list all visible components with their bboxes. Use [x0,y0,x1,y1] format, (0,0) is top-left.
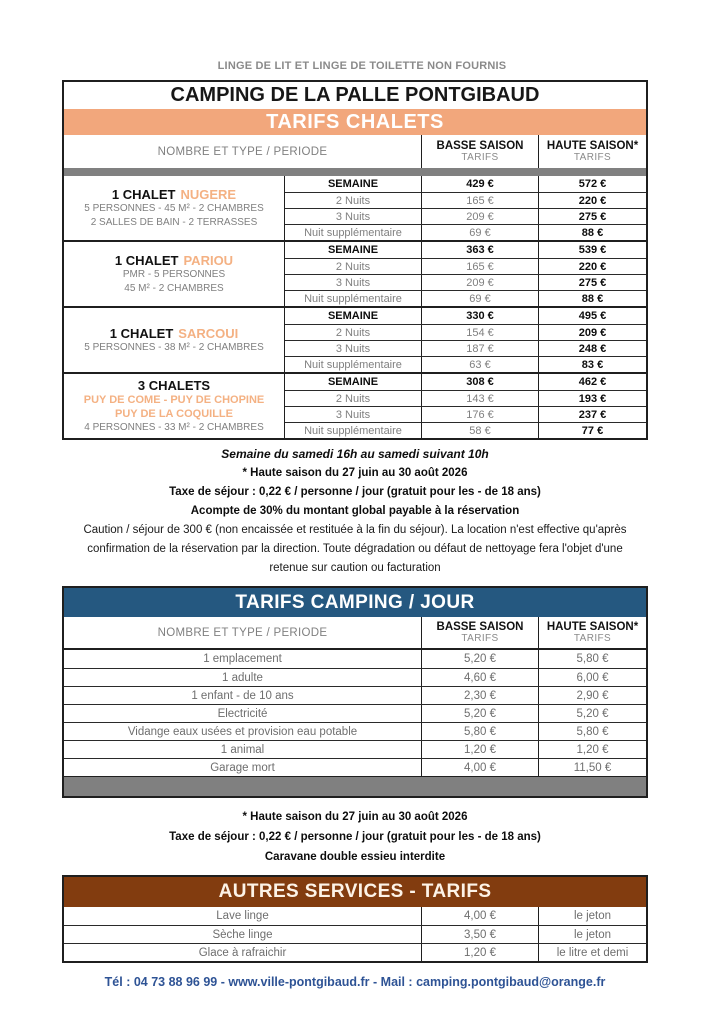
period-cell: Nuit supplémentaire [304,292,402,305]
chalet-price-rows [285,308,646,372]
camping-row [64,758,646,776]
high-season-note: * Haute saison du 27 juin au 30 août 2026 [242,467,468,479]
high-season-label: HAUTE SAISON* [546,621,639,633]
high-season-price: 2,90 € [538,687,646,704]
chalet-price-rows [285,242,646,306]
price-row [285,242,646,258]
high-season-price: 5,20 € [538,705,646,722]
high-season-note: * Haute saison du 27 juin au 30 août 2026 [242,811,468,823]
chalet-detail: 5 PERSONNES - 45 M² - 2 CHAMBRES [84,202,264,214]
period-cell: 3 Nuits [335,210,371,223]
price-row [285,356,646,372]
period-cell: Nuit supplémentaire [304,358,402,371]
high-season-price: 5,80 € [538,650,646,668]
low-season-price: 165 € [421,259,538,274]
low-season-sublabel: TARIFS [461,633,499,644]
camping-banner: TARIFS CAMPING / JOUR [64,588,646,617]
low-season-price: 2,30 € [421,687,538,704]
chalet-name [138,378,210,393]
price-row [285,308,646,324]
low-season-price: 143 € [421,391,538,406]
period-cell: Nuit supplémentaire [304,424,402,437]
high-season-price: 495 € [538,308,646,324]
high-season-price: 6,00 € [538,669,646,686]
chalet-detail: 5 PERSONNES - 38 M² - 2 CHAMBRES [84,341,264,353]
chalet-block-puy [64,372,646,438]
chalet-detail: 45 M² - 2 CHAMBRES [124,282,224,294]
price-row [285,208,646,224]
row-label: Electricité [217,707,268,720]
chalet-accent-line: PUY DE LA COQUILLE [115,407,233,420]
services-banner: AUTRES SERVICES - TARIFS [64,877,646,907]
camping-row [64,686,646,704]
chalet-block-pariou [64,240,646,306]
chalet-name-prefix: 1 CHALET [114,252,179,268]
period-cell: 2 Nuits [335,260,371,273]
low-season-price: 58 € [421,423,538,438]
service-price: 4,00 € [421,907,538,925]
chalet-name-accent: PARIOU [183,252,234,268]
low-season-price: 209 € [421,209,538,224]
camping-row [64,650,646,668]
header-high-season [538,135,646,168]
price-row [285,340,646,356]
price-row [285,224,646,240]
period-cell: SEMAINE [327,310,379,322]
service-unit: le litre et demi [538,944,646,961]
high-season-sublabel: TARIFS [573,633,612,644]
period-cell: 3 Nuits [335,276,371,289]
price-row [285,258,646,274]
service-label: Glace à rafraichir [198,946,287,959]
period-cell: SEMAINE [327,244,379,256]
period-cell: 2 Nuits [335,194,371,207]
separator-bar [64,776,646,796]
caution-note: Caution / séjour de 300 € (non encaissée et restituée à la fin du séjour). La location n'est effective qu'après confirmation de la réservation par la direction. Toute dégradation ou défaut de nettoyage fera l'objet d'une retenue sur caution ou facturation [83,524,627,574]
high-season-label: HAUTE SAISON* [546,140,639,152]
low-season-label: BASSE SAISON [436,621,524,633]
price-row [285,422,646,438]
high-season-price: 462 € [538,374,646,390]
row-label: Garage mort [210,761,275,774]
header-type-label: NOMBRE ET TYPE / PERIODE [157,145,328,158]
camping-row [64,722,646,740]
header-high-season [538,617,646,648]
low-season-label: BASSE SAISON [436,140,524,152]
chalet-name-accent: NUGERE [180,186,237,202]
chalet-price-rows [285,176,646,240]
page-content [62,80,648,989]
chalet-name-cell [64,242,285,306]
chalet-detail: PMR - 5 PERSONNES [122,268,226,280]
low-season-price: 209 € [421,275,538,290]
chalet-detail: 4 PERSONNES - 33 M² - 2 CHAMBRES [84,421,264,433]
period-cell: 2 Nuits [335,392,371,405]
price-row [285,176,646,192]
low-season-price: 69 € [421,225,538,240]
row-label: 1 enfant - de 10 ans [191,689,294,702]
low-season-price: 5,80 € [421,723,538,740]
linen-notice: LINGE DE LIT ET LINGE DE TOILETTE NON FOURNIS [217,60,507,72]
page-title: CAMPING DE LA PALLE PONTGIBAUD [170,84,540,106]
chalet-block-nugere [64,176,646,240]
camping-notes [62,807,648,867]
price-row [285,324,646,340]
separator-bar [64,168,646,176]
price-row [285,390,646,406]
price-row [285,290,646,306]
row-label: 1 animal [220,743,265,756]
low-season-sublabel: TARIFS [461,152,499,163]
chalets-header-row [64,135,646,168]
high-season-sublabel: TARIFS [573,152,612,163]
high-season-price: 248 € [538,341,646,356]
price-row [285,192,646,208]
contact-footer: Tél : 04 73 88 96 99 - www.ville-pontgibaud.fr - Mail : camping.pontgibaud@orange.fr [104,975,606,989]
high-season-price: 88 € [538,225,646,240]
low-season-price: 363 € [421,242,538,258]
service-unit: le jeton [538,907,646,925]
header-low-season [421,617,538,648]
chalet-name-accent: SARCOUI [178,325,239,341]
chalet-detail: 2 SALLES DE BAIN - 2 TERRASSES [90,216,258,228]
low-season-price: 330 € [421,308,538,324]
chalet-name-cell [64,374,285,438]
service-label: Sèche linge [212,928,273,941]
camping-header-row [64,617,646,650]
header-low-season [421,135,538,168]
chalet-name-prefix: 3 CHALETS [137,377,211,393]
high-season-price: 220 € [538,259,646,274]
camping-table [62,586,648,798]
high-season-price: 539 € [538,242,646,258]
chalet-price-rows [285,374,646,438]
service-label: Lave linge [216,910,269,922]
low-season-price: 176 € [421,407,538,422]
price-row [285,274,646,290]
service-row [64,907,646,925]
period-cell: SEMAINE [327,178,379,190]
chalet-block-sarcoui [64,306,646,372]
high-season-price: 209 € [538,325,646,340]
chalet-name [110,326,239,341]
camping-row [64,668,646,686]
price-row [285,406,646,422]
chalet-name-prefix: 1 CHALET [111,186,176,202]
high-season-price: 237 € [538,407,646,422]
chalet-name-cell [64,308,285,372]
service-row [64,943,646,961]
service-price: 1,20 € [421,944,538,961]
week-definition-note: Semaine du samedi 16h au samedi suivant 10h [221,447,489,461]
low-season-price: 154 € [421,325,538,340]
chalet-accent-line: PUY DE COME - PUY DE CHOPINE [83,393,265,406]
period-cell: 3 Nuits [335,408,371,421]
camping-row [64,740,646,758]
low-season-price: 4,00 € [421,759,538,776]
chalets-table [62,80,648,440]
caravan-note: Caravane double essieu interdite [264,851,446,863]
low-season-price: 429 € [421,176,538,192]
service-unit: le jeton [538,926,646,943]
high-season-price: 275 € [538,275,646,290]
price-row [285,374,646,390]
low-season-price: 63 € [421,357,538,372]
chalet-name-cell [64,176,285,240]
low-season-price: 308 € [421,374,538,390]
service-price: 3,50 € [421,926,538,943]
high-season-price: 77 € [538,423,646,438]
header-type-label: NOMBRE ET TYPE / PERIODE [157,626,328,639]
high-season-price: 193 € [538,391,646,406]
low-season-price: 187 € [421,341,538,356]
high-season-price: 1,20 € [538,741,646,758]
high-season-price: 83 € [538,357,646,372]
high-season-price: 220 € [538,193,646,208]
high-season-price: 5,80 € [538,723,646,740]
row-label: 1 emplacement [203,653,282,665]
low-season-price: 4,60 € [421,669,538,686]
high-season-price: 275 € [538,209,646,224]
high-season-price: 572 € [538,176,646,192]
high-season-price: 88 € [538,291,646,306]
period-cell: SEMAINE [327,376,379,388]
camping-row [64,704,646,722]
low-season-price: 1,20 € [421,741,538,758]
service-row [64,925,646,943]
low-season-price: 69 € [421,291,538,306]
chalet-name [112,187,236,202]
row-label: Vidange eaux usées et provision eau potable [127,725,358,738]
deposit-note: Acompte de 30% du montant global payable à la réservation [190,505,520,517]
services-table [62,875,648,963]
row-label: 1 adulte [222,671,263,684]
low-season-price: 165 € [421,193,538,208]
period-cell: Nuit supplémentaire [304,226,402,239]
low-season-price: 5,20 € [421,650,538,668]
chalets-notes [62,445,648,578]
chalet-name-prefix: 1 CHALET [109,325,174,341]
period-cell: 3 Nuits [335,342,371,355]
high-season-price: 11,50 € [538,759,646,776]
chalets-banner: TARIFS CHALETS [64,109,646,135]
tourist-tax-note: Taxe de séjour : 0,22 € / personne / jour (gratuit pour les - de 18 ans) [169,831,541,843]
period-cell: 2 Nuits [335,326,371,339]
low-season-price: 5,20 € [421,705,538,722]
chalet-name [115,253,233,268]
tourist-tax-note: Taxe de séjour : 0,22 € / personne / jour (gratuit pour les - de 18 ans) [169,486,541,498]
